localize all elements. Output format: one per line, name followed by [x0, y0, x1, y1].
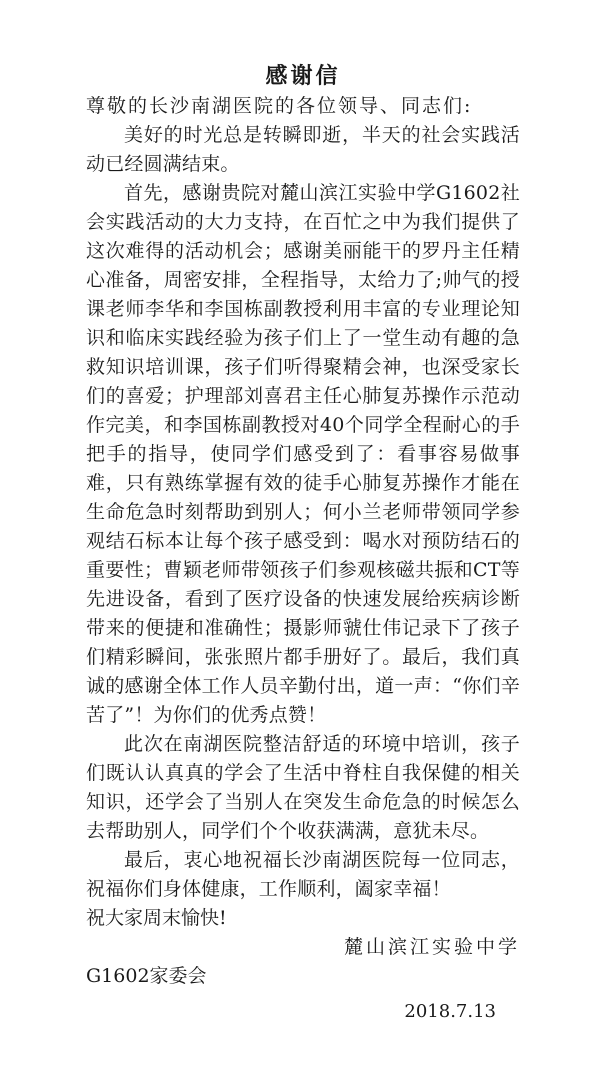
- signer-school: 麓山滨江实验中学: [343, 936, 520, 958]
- paragraph-opening: 美好的时光总是转瞬即逝，半天的社会实践活动已经圆满结束。: [86, 124, 520, 175]
- paragraph-blessing: 最后，衷心地祝福长沙南湖医院每一位同志，祝福你们身体健康，工作顺利，阖家幸福！: [86, 849, 520, 900]
- letter-title: 感谢信: [265, 63, 341, 89]
- paragraph-thanks: 首先，感谢贵院对麓山滨江实验中学G1602社会实践活动的大力支持，在百忙之中为我们提供了这次难得的活动机会；感谢美丽能干的罗丹主任精心准备，周密安排，全程指导，太给力了;帅气的授课老师李华和李国栋副教授利用丰富的专业理论知识和临床实践经验为孩子们上了一堂生动有趣的急救知识培训课，孩子们听得聚精会神，也深受家长们的喜爱；护理部刘喜君主任心肺复苏操作示范动作完美，和李国栋副教授对40个同学全程耐心的手把手的指导，使同学们感受到了：看事容易做事难，只有熟练掌握有效的徒手心肺复苏操作才能在生命危急时刻帮助到别人；何小兰老师带领同学参观结石标本让每个孩子感受到：喝水对预防结石的重要性；曹颖老师带领孩子们参观核磁共振和CT等先进设备，看到了医疗设备的快速发展给疾病诊断带来的便捷和准确性；摄影师虢仕伟记录下了孩子们精彩瞬间，张张照片都手册好了。最后，我们真诚的感谢全体工作人员辛勤付出，道一声：“你们辛苦了”！为你们的优秀点赞！: [86, 182, 520, 726]
- closing-wish: 祝大家周末愉快!: [86, 907, 227, 929]
- salutation: 尊敬的长沙南湖医院的各位领导、同志们:: [86, 95, 473, 117]
- signer-committee: G1602家委会: [86, 965, 207, 987]
- paragraph-training: 此次在南湖医院整洁舒适的环境中培训，孩子们既认认真真的学会了生活中脊柱自我保健的相关知识，还学会了当别人在突发生命危急的时候怎么去帮助别人，同学们个个收获满满，意犹未尽。: [86, 733, 520, 842]
- letter-date: 2018.7.13: [404, 1001, 496, 1022]
